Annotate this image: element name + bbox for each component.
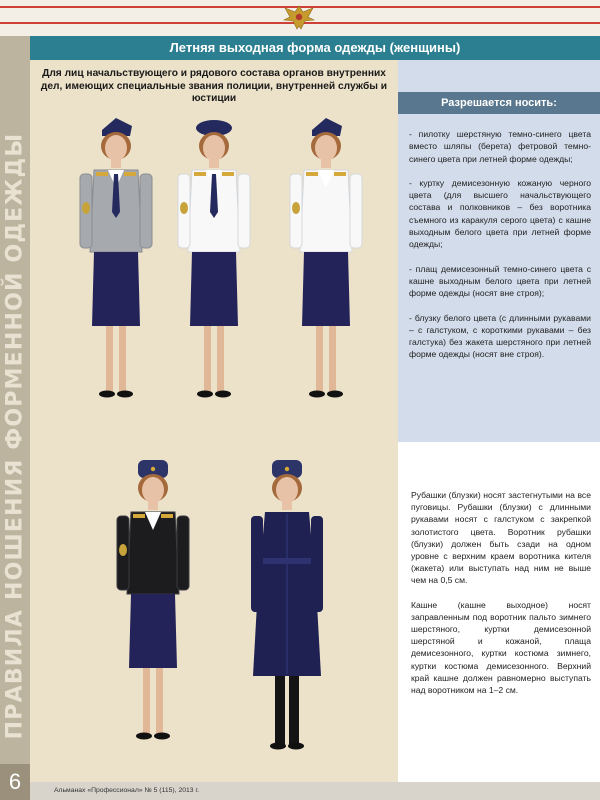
head	[142, 477, 164, 503]
sleeve-patch	[180, 202, 188, 214]
rules-text	[411, 489, 591, 708]
rules-paragraph: Рубашки (блузки) носят застегнутыми на все пуговицы. Рубашки (блузки) с длинными рукавами носят с галстуком с закрепкой золотистого цвета. Воротник рубашки (блузки) должен быть сзади на одном уровне с верхним краем воротника кителя (жакета) или выступать над ним не выше чем на 0,5 см.	[411, 490, 591, 586]
figure-navy-coat	[237, 454, 337, 764]
sidebar-vertical-title: ПРАВИЛА НОШЕНИЯ ФОРМЕННОЙ ОДЕЖДЫ	[2, 132, 28, 740]
right-leg	[119, 326, 126, 394]
right-shoe	[288, 743, 304, 750]
right-shoulder-board	[222, 172, 234, 176]
left-leg	[143, 668, 150, 736]
eagle-emblem-icon	[279, 2, 319, 32]
figure-grey-jacket	[66, 112, 166, 432]
figure-white-blouse-tie	[164, 112, 264, 432]
right-boot	[289, 676, 299, 746]
right-sleeve	[140, 174, 152, 248]
right-sleeve	[350, 174, 362, 248]
left-shoe	[99, 391, 115, 398]
right-shoulder-board	[334, 172, 346, 176]
allowed-item: - блузку белого цвета (с длинными рукавами – с галстуком, с короткими рукавами – без галстука) без жакета шерстяного при летней форме одежды (носят вне строя).	[409, 312, 591, 360]
page-number: 6	[0, 764, 30, 800]
skirt	[129, 594, 177, 668]
right-shoe	[154, 733, 170, 740]
right-leg	[329, 326, 336, 394]
left-shoulder-board	[194, 172, 206, 176]
left-shoulder-board	[306, 172, 318, 176]
right-leg	[217, 326, 224, 394]
left-leg	[204, 326, 211, 394]
right-sleeve	[311, 516, 323, 612]
skirt	[302, 252, 350, 326]
right-shoe	[327, 391, 343, 398]
neck	[209, 158, 219, 168]
sleeve-patch	[119, 544, 127, 556]
sleeve-patch	[292, 202, 300, 214]
left-shoe	[136, 733, 152, 740]
neck	[321, 158, 331, 168]
left-shoe	[197, 391, 213, 398]
cap-badge	[151, 467, 155, 471]
figure-white-blouse-short	[276, 112, 376, 432]
rules-paragraph: Кашне (кашне выходное) носят заправленным под воротник пальто зимнего шерстяного, куртки демисезонной шерстяной и кожаной, плаща демисезонного, куртки костюма зимнего, куртки костюма демисезонного. Верхний край кашне должен равномерно выступать над воротником на 1–2 см.	[411, 599, 591, 696]
left-leg	[106, 326, 113, 394]
right-shoe	[215, 391, 231, 398]
right-leg	[156, 668, 163, 736]
right-shoe	[117, 391, 133, 398]
allowed-item: - плащ демисезонный темно-синего цвета с кашне выходным белого цвета при летней форме одежды (носят вне строя);	[409, 263, 591, 299]
allowed-item: - пилотку шерстяную темно-синего цвета вместо шляпы (берета) фетровой темно-синего цвета при летней форме одежды;	[409, 129, 591, 164]
sleeve-patch	[82, 202, 90, 214]
figure-black-leather-jacket	[103, 454, 203, 764]
allowed-item: - куртку демисезонную кожаную черного цвета (для высшего начальствующего состава и полковников – без воротника съемного из каракуля серого цвета) с кашне выходным белого цвета при летней форме одежды;	[409, 177, 591, 250]
page-title: Летняя выходная форма одежды (женщины)	[30, 36, 600, 60]
page-subtitle: Для лиц начальствующего и рядового состава органов внутренних дел, имеющих специальные звания полиции, внутренней службы и юстиции	[40, 68, 388, 104]
neck	[282, 500, 292, 510]
left-sleeve	[251, 516, 263, 612]
left-leg	[316, 326, 323, 394]
cap-badge	[285, 467, 289, 471]
head	[203, 135, 225, 161]
footer-credit: Альманах «Профессионал» № 5 (115), 2013 г.	[54, 787, 199, 794]
left-shoe	[270, 743, 286, 750]
skirt	[92, 252, 140, 326]
right-sleeve	[177, 516, 189, 590]
allowed-header: Разрешается носить:	[398, 92, 600, 114]
head	[315, 135, 337, 161]
right-shoulder-board	[161, 514, 173, 518]
right-shoulder-board	[124, 172, 136, 176]
head	[276, 477, 298, 503]
right-sleeve	[238, 174, 250, 248]
left-shoe	[309, 391, 325, 398]
neck	[148, 500, 158, 510]
neck	[111, 158, 121, 168]
left-shoulder-board	[96, 172, 108, 176]
allowed-list	[409, 128, 591, 373]
head	[105, 135, 127, 161]
sidebar	[0, 36, 30, 800]
left-shoulder-board	[133, 514, 145, 518]
skirt	[190, 252, 238, 326]
left-boot	[275, 676, 285, 746]
